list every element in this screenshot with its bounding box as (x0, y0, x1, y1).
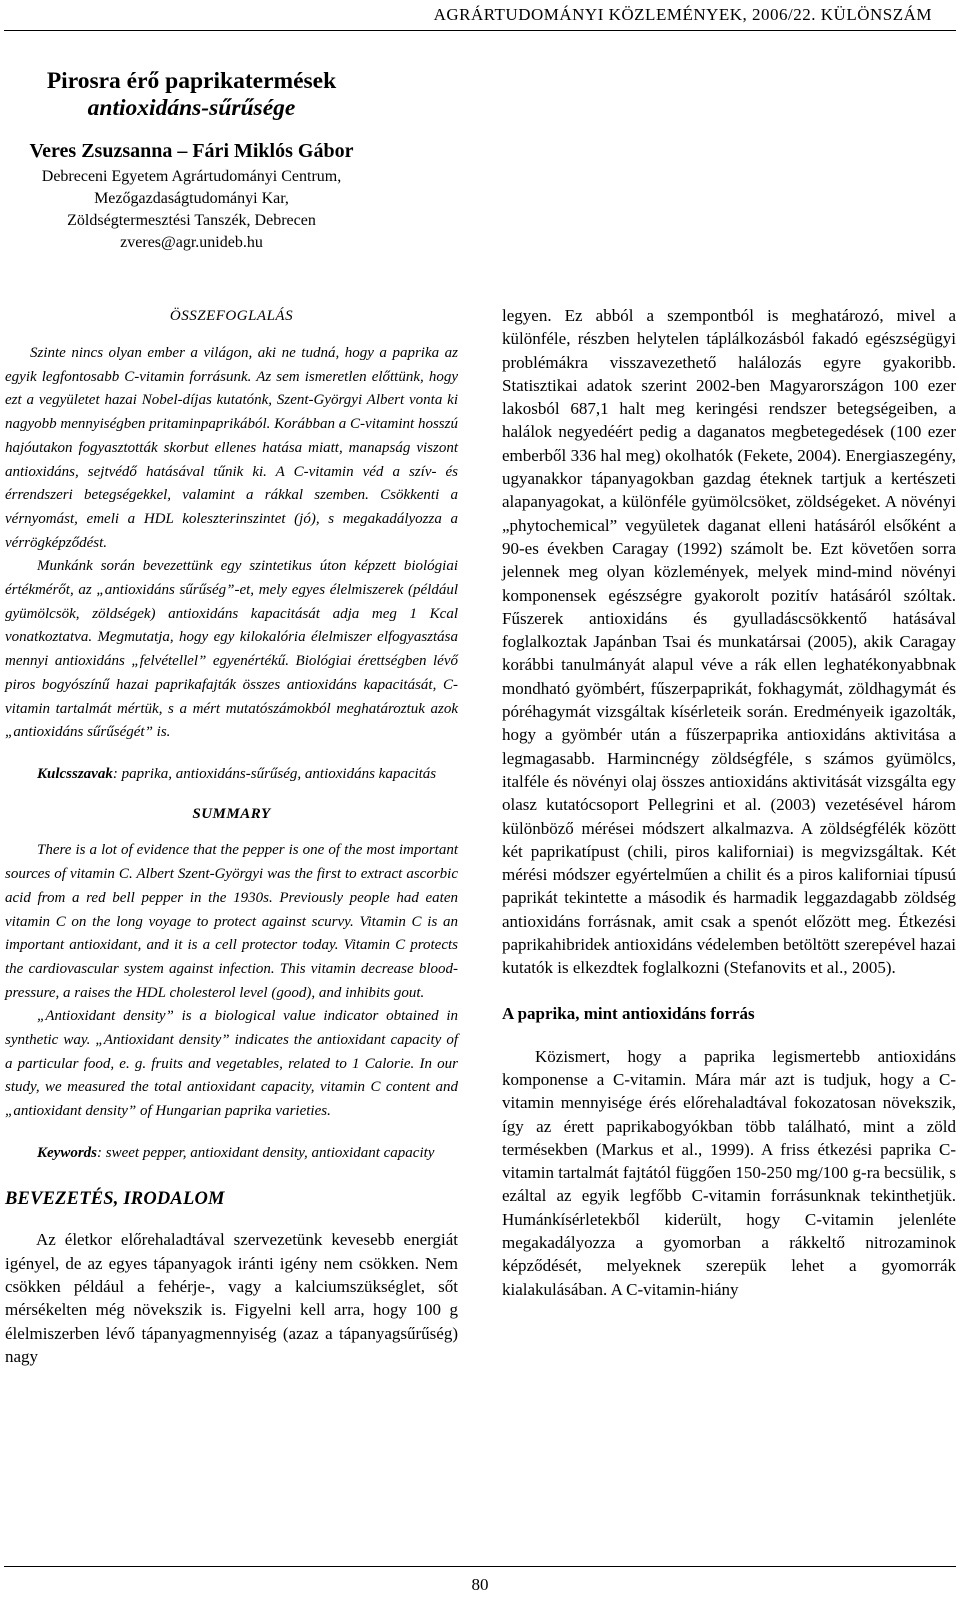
page-number: 80 (471, 1575, 489, 1594)
footer-rule (4, 1566, 956, 1567)
introduction-body-right (502, 304, 956, 980)
header-rule (4, 30, 956, 31)
introduction-body-left (5, 1228, 458, 1368)
body-paragraph: legyen. Ez abból a szempontból is meghatározó, mivel a különféle, részben helytelen táplálkozásból fakadó egészségügyi problémákra visszavezethető halálozás egyre gyakoribb. Statisztikai adatok szerint 2002-ben Magyarországon 100 ezer lakosból 687,1 halt meg keringési rendszer betegségeiben, a halálok negyedéért pedig a daganatos megbetegedések (100 ezer emberből 336 hal meg) okolhatók (Fekete, 2004). Energiaszegény, ugyanakkor tápanyagokban gazdag éteknek tartjuk a kertészeti alapanyagokat, a különféle gyümölcsöket, zöldségeket. A növényi „phytochemical” vegyületek daganat elleni hatásáról elsőként a 90-es években Caragay (1992) számolt be. Ezt követően sorra jelennek meg olyan közlemények, melyek mind-mind növényi komponensek egészségre gyakorolt pozitív hatásáról szóltak. Fűszerek antioxidáns és gyulladáscsökkentő hatásával foglalkoztak Japánban Tsai és munkatársai (2005), akik Caragay korábbi tanulmányát alapul véve a rák ellen leghatékonyabbnak mondható gyömbért, fűszerpaprikát, fokhagymát, zöldhagymát és póréhagymát vizsgáltak kísérleteik során. Eredményeik igazolták, hogy a gyömbér után a fűszerpaprika antioxidáns aktivitása a legmagasabb. Harmincnégy zöldségféle, s számos gyümölcs, italféle és növényi olaj összes antioxidáns aktivitását vizsgálta egy olasz kutatócsoport Pellegrini et al. (2003) vezetésével három különböző mérései módszert alkalmazva. A zöldségfélék között két paprikatípust (chili, piros kaliforniai) is megvizsgáltak. Két mérési módszer egyértelműen a chilit és a piros kaliforniai típusú paprikát tekintette a második és harmadik leggazdagabb zöldség antioxidáns forrásnak, amit csak a spenót előzött meg. Étkezési paprikahibridek antioxidáns védelemben betöltött szerepével hazai kutatók is elkezdtek foglalkozni (Stefanovits et al., 2005). (502, 306, 956, 978)
section-heading-paprika: A paprika, mint antioxidáns forrás (502, 1003, 755, 1023)
authors: Veres Zsuzsanna – Fári Miklós Gábor (29, 140, 354, 162)
keywords-en (5, 1142, 458, 1166)
affiliation-line: Zöldségtermesztési Tanszék, Debrecen (67, 212, 316, 229)
body-paragraph: Közismert, hogy a paprika legismertebb antioxidáns komponense a C-vitamin. Mára már azt is tudjuk, hogy a C-vitamin mennyisége érés előrehaladtával fokozatosan növekszik, így az érett paprikabogyókban több található, mint a zöld termésekben (Markus et al., 1999). A friss étkezési paprika C-vitamin tartalmát fajtától függően 150-250 mg/100 g-ra becsülik, s ezáltal az egyik legfőbb C-vitamin forrásunknak tekinthetjük. Humánkísérletekből kiderült, hogy C-vitamin jelenléte megakadályozza a gyomorban a rákkeltő nitrozaminok képződését, melyeknek szerepük lehet a gyomorrák kialakulásában. A C-vitamin-hiány (502, 1046, 956, 1299)
summary-paragraph: There is a lot of evidence that the pepper is one of the most important sources of vitamin C. Albert Szent-Györgyi was the first to extract ascorbic acid from a red bell pepper in the 1930s. Previously people had eaten vitamin C on the long voyage to protect against scurvy. Vitamin C is an important antioxidant, and it is a cell protector today. Vitamin C protects the cardiovascular system against infection. This vitamin decrease blood-pressure, a raises the HDL cholesterol level (good), and inhibits gout. (5, 842, 458, 1001)
summary-body (5, 839, 458, 1123)
keywords-label: Keywords (37, 1144, 97, 1161)
abstract-paragraph: Szinte nincs olyan ember a világon, aki ne tudná, hogy a paprika az egyik legfontosabb C-vitamin forrásunk. Az sem ismeretlen előttünk, hogy ezt a vegyületet hazai Nobel-díjas kutatónk, Szent-Györgyi Albert vonta ki nagyobb mennyiségben pritaminpaprikából. Korábban a C-vitamint hosszú hajóutakon fogyasztották skorbut ellenes hatása miatt, manapság viszont antioxidáns, sejtvédő hatásával tűnik ki. A C-vitamin véd a szív- és érrendszeri betegségekkel, valamint a rákkal szemben. Csökkenti a vérnyomást, emeli a HDL koleszterinszintet (jó), s megakadályozza a vérrögképződést. (5, 345, 458, 551)
keywords-text: : paprika, antioxidáns-sűrűség, antioxidáns kapacitás (112, 765, 437, 782)
keywords-text: : sweet pepper, antioxidant density, antioxidant capacity (97, 1144, 435, 1161)
title-line-1: Pirosra érő paprikatermések (46, 68, 337, 94)
affiliation-line: Mezőgazdaságtudományi Kar, (94, 190, 289, 207)
article-title (0, 68, 458, 122)
title-line-2: antioxidáns-sűrűsége (87, 95, 296, 121)
author-email-link[interactable]: zveres@agr.unideb.hu (120, 234, 263, 251)
summary-paragraph: „Antioxidant density” is a biological value indicator obtained in synthetic way. „Antioxidant density” indicates the antioxidant capacity of a particular food, e. g. fruits and vegetables, related to 1 Calorie. In our study, we measured the total antioxidant capacity, vitamin C content and „antioxidant density” of Hungarian paprika varieties. (5, 1008, 458, 1120)
affiliation-line: Debreceni Egyetem Agrártudományi Centrum, (41, 168, 342, 185)
running-head: AGRÁRTUDOMÁNYI KÖZLEMÉNYEK, 2006/22. KÜLÖNSZÁM (433, 5, 932, 24)
body-paragraph: Az életkor előrehaladtával szervezetünk kevesebb energiát igényel, de az egyes tápanyagok iránti igény nem csökken. Nem csökken például a fehérje-, vagy a kalciumszükséglet, sőt mérsékelten még növekszik is. Figyelni kell arra, hogy 100 g élelmiszerben lévő tápanyagmennyiség (azaz a tápanyagsűrűség) nagy (5, 1230, 458, 1366)
abstract-paragraph: Munkánk során bevezettünk egy szintetikus úton képzett biológiai értékmérőt, az „antioxidáns sűrűség”-et, mely egyes élelmiszerek (például gyümölcsök, zöldségek) antioxidáns kapacitását adja meg 1 Kcal vonatkoztatva. Megmutatja, hogy egy kilokalória élelmiszer elfogyasztása mennyi antioxidáns „felvétellel” egyenértékű. Biológiai érettségben lévő piros bogyószínű hazai paprikafajták összes antioxidáns kapacitását, C-vitamin tartalmát mértük, s a mért mutatószámokból meghatároztuk azok „antioxidáns sűrűségét” is. (5, 558, 458, 741)
section2-body (502, 1045, 956, 1301)
keywords-label: Kulcsszavak (37, 765, 113, 782)
right-column (502, 304, 956, 1301)
affiliation (0, 166, 458, 254)
abstract-body (5, 342, 458, 745)
section-heading-introduction: BEVEZETÉS, IRODALOM (5, 1189, 225, 1210)
keywords-hu (5, 763, 458, 787)
summary-heading: SUMMARY (192, 806, 271, 823)
abstract-heading: ÖSSZEFOGLALÁS (169, 308, 294, 324)
left-column (5, 68, 458, 1368)
